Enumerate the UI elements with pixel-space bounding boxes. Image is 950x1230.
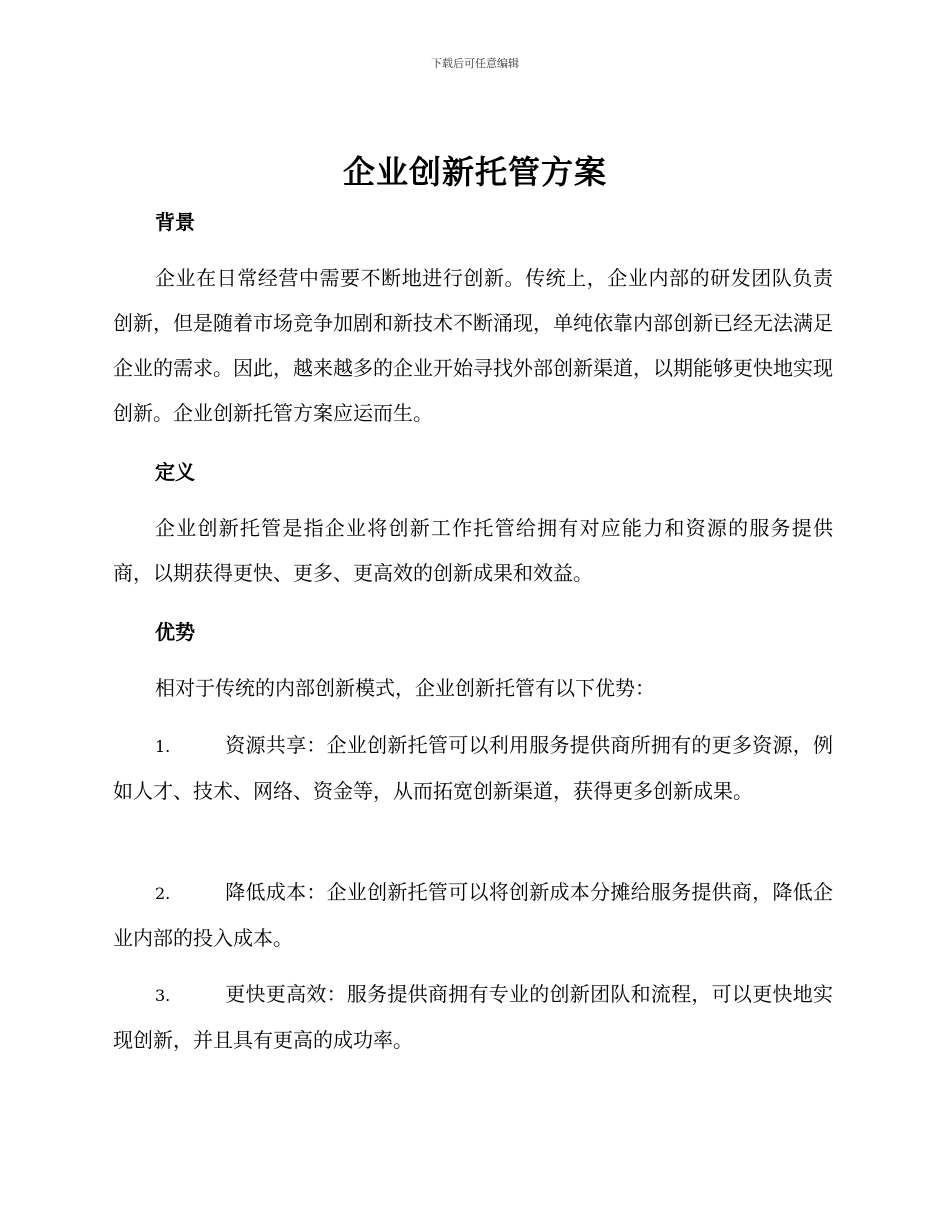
document-title: 企业创新托管方案 (342, 153, 607, 191)
list-item (113, 972, 833, 1063)
header-note: 下载后可任意编辑 (431, 57, 519, 70)
list-item-text: 更快更高效：服务提供商拥有专业的创新团队和流程，可以更快地实现创新，并且具有更高的成功率。 (113, 982, 833, 1052)
paragraph-advantages-intro: 相对于传统的内部创新模式，企业创新托管有以下优势： (155, 676, 655, 700)
section-heading-definition: 定义 (155, 460, 195, 484)
list-item-number: 2. (155, 884, 171, 903)
list-item-text: 资源共享：企业创新托管可以利用服务提供商所拥有的更多资源，例如人才、技术、网络、资金等，从而拓宽创新渠道，获得更多创新成果。 (113, 733, 833, 803)
paragraph-definition: 企业创新托管是指企业将创新工作托管给拥有对应能力和资源的服务提供商，以期获得更快、更多、更高效的创新成果和效益。 (113, 516, 833, 585)
list-item (113, 723, 833, 814)
list-item-number: 1. (155, 737, 171, 756)
list-item (113, 870, 833, 961)
list-item-number: 3. (155, 986, 171, 1005)
section-heading-advantages: 优势 (155, 620, 195, 644)
section-heading-background: 背景 (155, 210, 195, 234)
list-item-text: 降低成本：企业创新托管可以将创新成本分摊给服务提供商，降低企业内部的投入成本。 (113, 880, 833, 950)
paragraph-background: 企业在日常经营中需要不断地进行创新。传统上，企业内部的研发团队负责创新，但是随着市场竞争加剧和新技术不断涌现，单纯依靠内部创新已经无法满足企业的需求。因此，越来越多的企业开始寻找外部创新渠道，以期能够更快地实现创新。企业创新托管方案应运而生。 (113, 266, 833, 425)
